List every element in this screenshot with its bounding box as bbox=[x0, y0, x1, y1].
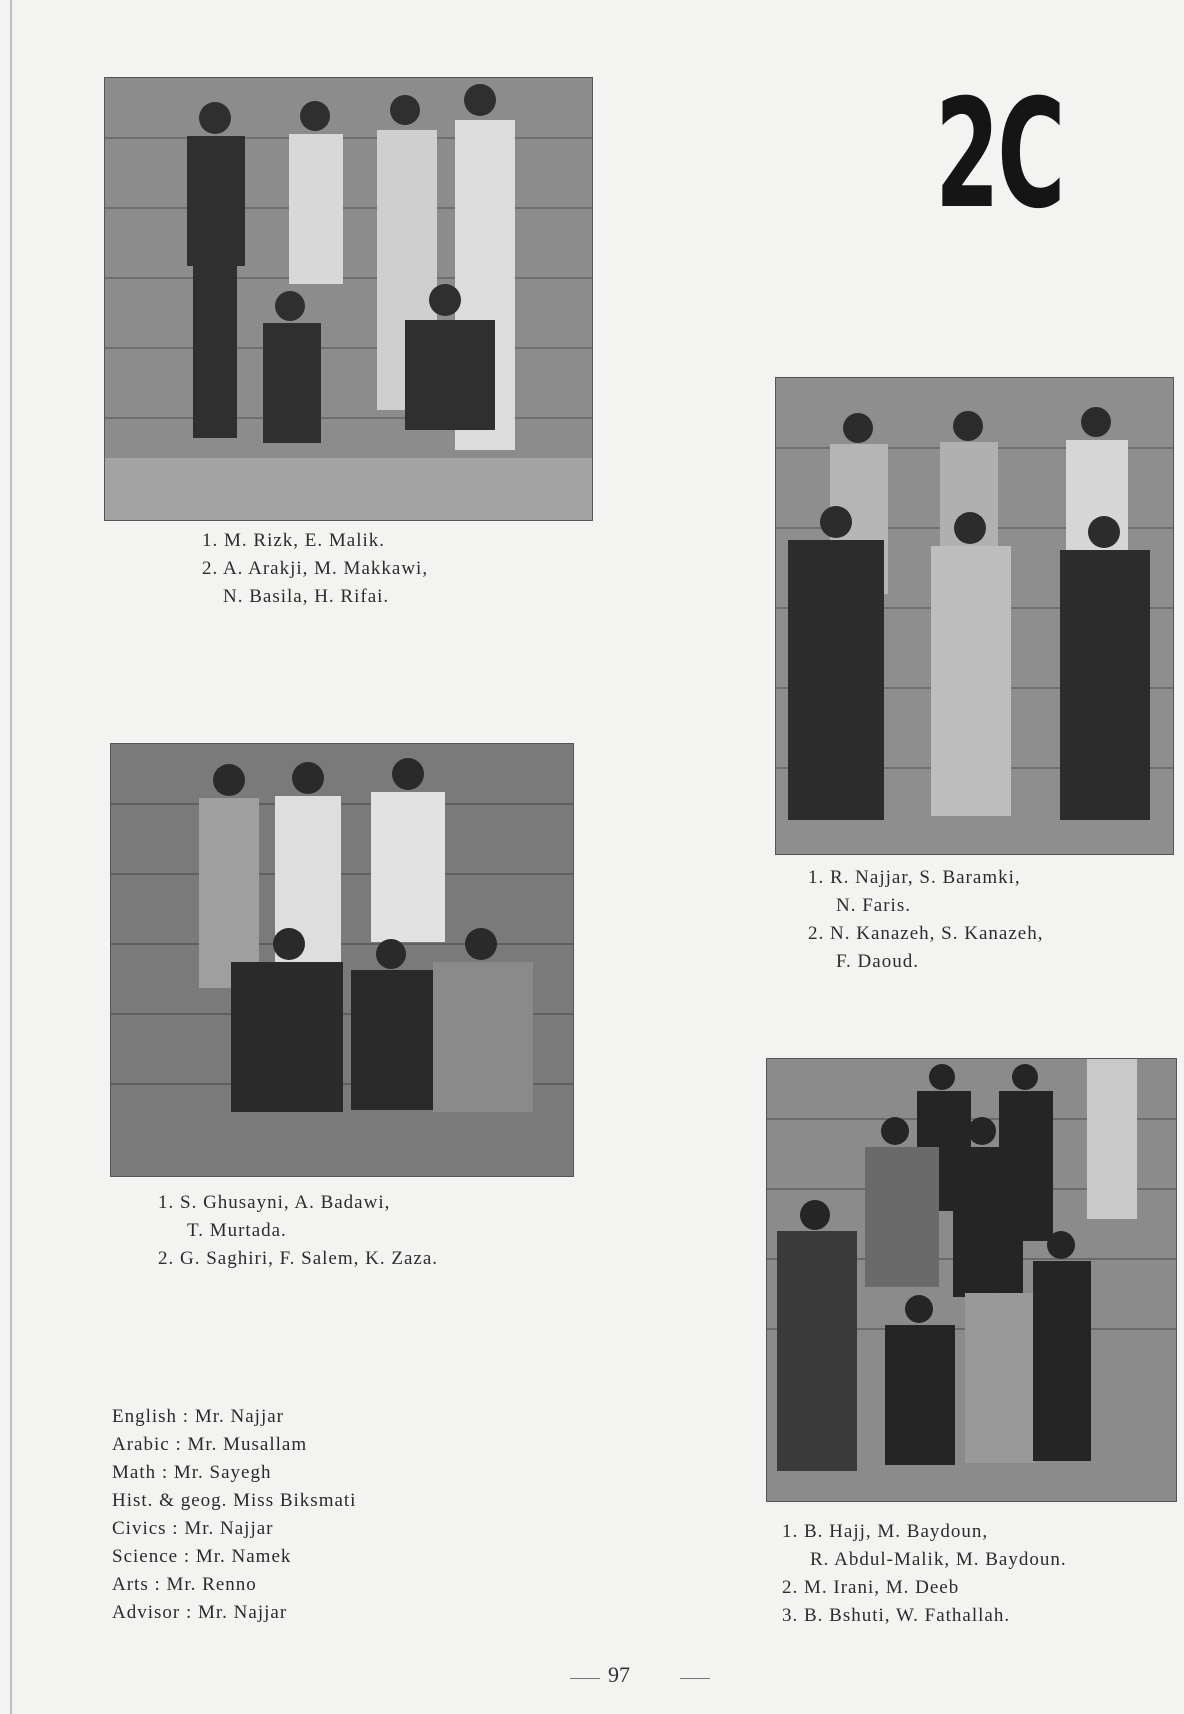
teacher-entry: Arabic : Mr. Musallam bbox=[112, 1434, 308, 1455]
caption-line: R. Abdul-Malik, M. Baydoun. bbox=[810, 1549, 1067, 1570]
caption-line: N. Faris. bbox=[836, 895, 911, 916]
page-title: 2C bbox=[935, 68, 1064, 242]
caption-line: 2. G. Saghiri, F. Salem, K. Zaza. bbox=[158, 1248, 439, 1269]
page-number-dash-right bbox=[680, 1678, 710, 1679]
group-photo-3-image bbox=[111, 744, 573, 1176]
caption-line: 1. B. Hajj, M. Baydoun, bbox=[782, 1521, 989, 1542]
teacher-entry: Advisor : Mr. Najjar bbox=[112, 1602, 288, 1623]
group-photo-1-image bbox=[105, 78, 592, 520]
caption-photo-1 bbox=[202, 527, 428, 611]
caption-photo-4 bbox=[782, 1518, 1067, 1630]
caption-line: 2. M. Irani, M. Deeb bbox=[782, 1577, 960, 1598]
teachers-list bbox=[112, 1403, 356, 1627]
group-photo-1 bbox=[104, 77, 593, 521]
page-number-dash-left bbox=[570, 1678, 600, 1679]
caption-line: N. Basila, H. Rifai. bbox=[223, 586, 390, 607]
caption-line: T. Murtada. bbox=[187, 1220, 287, 1241]
teacher-entry: English : Mr. Najjar bbox=[112, 1406, 284, 1427]
caption-line: 3. B. Bshuti, W. Fathallah. bbox=[782, 1605, 1011, 1626]
teacher-entry: Arts : Mr. Renno bbox=[112, 1574, 257, 1595]
teacher-entry: Civics : Mr. Najjar bbox=[112, 1518, 274, 1539]
caption-line: 2. N. Kanazeh, S. Kanazeh, bbox=[808, 923, 1044, 944]
caption-line: 1. S. Ghusayni, A. Badawi, bbox=[158, 1192, 391, 1213]
teacher-entry: Hist. & geog. Miss Biksmati bbox=[112, 1490, 357, 1511]
caption-photo-2 bbox=[808, 864, 1043, 976]
page-edge bbox=[10, 0, 12, 1714]
caption-line: 1. R. Najjar, S. Baramki, bbox=[808, 867, 1021, 888]
group-photo-2 bbox=[775, 377, 1174, 855]
group-photo-3 bbox=[110, 743, 574, 1177]
group-photo-2-image bbox=[776, 378, 1173, 854]
caption-line: 2. A. Arakji, M. Makkawi, bbox=[202, 558, 429, 579]
group-photo-4-image bbox=[767, 1059, 1176, 1501]
group-photo-4 bbox=[766, 1058, 1177, 1502]
page-number: 97 bbox=[608, 1662, 630, 1687]
caption-line: 1. M. Rizk, E. Malik. bbox=[202, 530, 386, 551]
teacher-entry: Math : Mr. Sayegh bbox=[112, 1462, 272, 1483]
teacher-entry: Science : Mr. Namek bbox=[112, 1546, 292, 1567]
caption-photo-3 bbox=[158, 1189, 438, 1273]
caption-line: F. Daoud. bbox=[836, 951, 919, 972]
